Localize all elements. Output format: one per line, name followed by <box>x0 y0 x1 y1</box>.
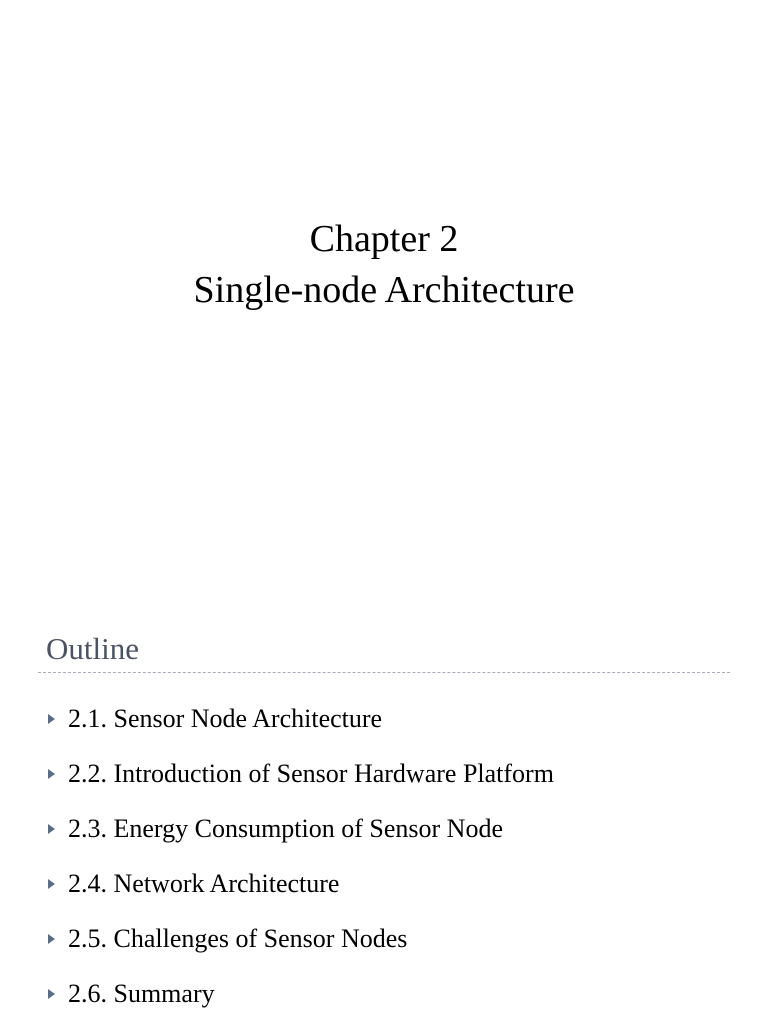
triangle-right-icon <box>48 879 55 889</box>
outline-slide <box>0 600 768 1024</box>
outline-heading: Outline <box>46 631 139 666</box>
slide-title <box>0 214 768 316</box>
triangle-right-icon <box>48 769 55 779</box>
heading-divider <box>38 672 730 673</box>
triangle-right-icon <box>48 714 55 724</box>
outline-item-label: 2.4. Network Architecture <box>68 869 340 898</box>
outline-item <box>0 920 768 975</box>
outline-item-label: 2.5. Challenges of Sensor Nodes <box>68 924 408 953</box>
outline-item-label: 2.1. Sensor Node Architecture <box>68 704 383 733</box>
triangle-right-icon <box>48 989 55 999</box>
outline-item <box>0 865 768 920</box>
outline-item-label: 2.3. Energy Consumption of Sensor Node <box>68 814 503 843</box>
outline-item <box>0 700 768 755</box>
triangle-right-icon <box>48 934 55 944</box>
outline-item <box>0 975 768 1024</box>
outline-list <box>0 700 768 1024</box>
outline-item <box>0 755 768 810</box>
chapter-title: Single-node Architecture <box>193 269 575 311</box>
outline-item-label: 2.6. Summary <box>68 979 215 1008</box>
outline-item <box>0 810 768 865</box>
triangle-right-icon <box>48 824 55 834</box>
chapter-number: Chapter 2 <box>309 218 459 260</box>
outline-item-label: 2.2. Introduction of Sensor Hardware Platform <box>68 759 554 788</box>
